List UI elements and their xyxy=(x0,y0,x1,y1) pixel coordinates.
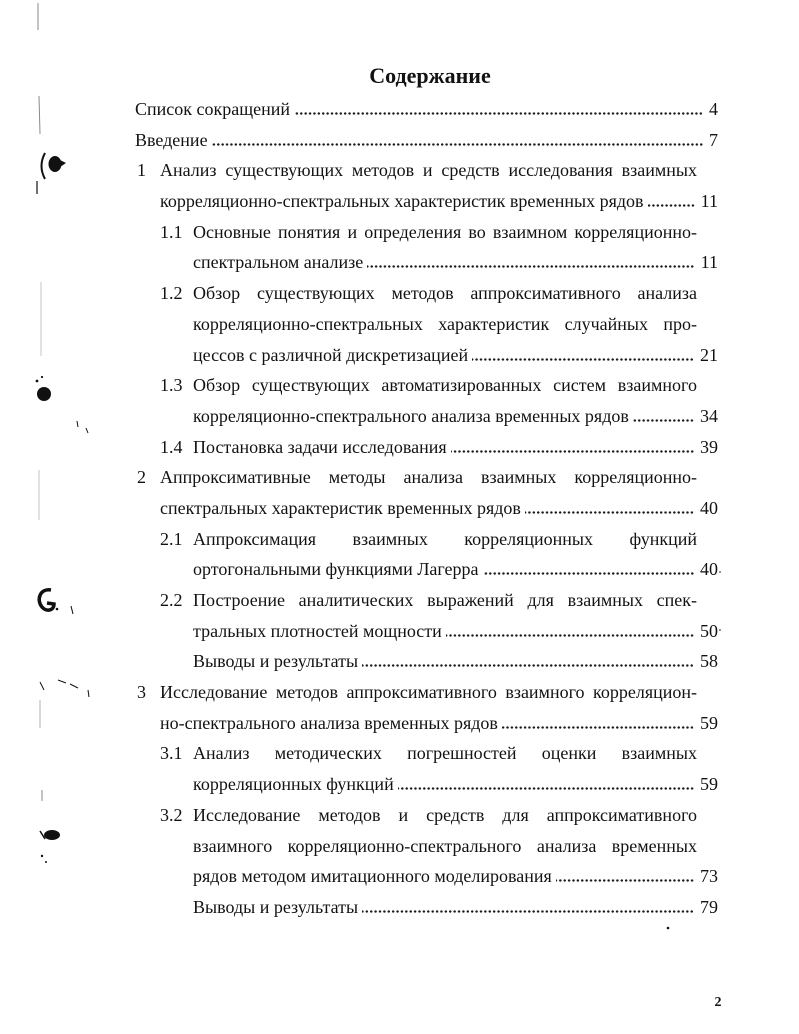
scan-speck xyxy=(37,387,51,401)
toc-entry-number: 1.2 xyxy=(160,283,183,304)
scan-speck xyxy=(88,690,89,697)
toc-page-number: 34 xyxy=(700,405,718,426)
toc-entry-section-3-1 xyxy=(135,738,718,799)
toc-entry-section-1-1 xyxy=(135,217,718,278)
toc-line xyxy=(135,309,718,340)
toc-line xyxy=(135,217,718,248)
toc-entry-chapter-1 xyxy=(135,155,718,216)
toc-line xyxy=(135,585,718,616)
toc-line xyxy=(135,340,718,371)
toc-entry-section-1-2 xyxy=(135,278,718,370)
scan-speck xyxy=(44,830,60,840)
dot-leader xyxy=(362,910,694,913)
toc-line-body xyxy=(193,585,697,616)
toc-page-number: 7 xyxy=(709,129,718,150)
toc-entry-number: 1.4 xyxy=(160,436,183,457)
scan-speck xyxy=(86,428,88,433)
toc-line xyxy=(135,738,718,769)
toc-entry-section-1-4 xyxy=(135,432,718,463)
scan-speck xyxy=(719,629,721,631)
toc-line-body xyxy=(160,677,697,708)
toc-entry-title: Исследование методов аппроксимативного взаимного корреляцион- xyxy=(160,682,697,703)
toc-entry-title-continued: ортогональными функциями Лагерра xyxy=(193,559,479,580)
toc-entry-title: Основные понятия и определения во взаимном корреляционно- xyxy=(193,221,697,242)
dot-leader xyxy=(633,419,694,422)
toc-line xyxy=(135,247,718,278)
toc-line xyxy=(135,861,718,892)
toc-page-number: 11 xyxy=(700,252,718,273)
toc-entry-title: Выводы и результаты xyxy=(193,651,359,672)
toc-page-number: 58 xyxy=(700,651,718,672)
scan-speck xyxy=(70,684,78,688)
scan-speck xyxy=(49,156,62,172)
toc-entry-title-continued: корреляционно-спектрального анализа временных рядов xyxy=(193,405,629,426)
toc-line-body xyxy=(160,155,697,186)
toc-line xyxy=(135,493,718,524)
dot-leader xyxy=(294,112,703,115)
dot-leader xyxy=(472,358,694,361)
toc-line-body xyxy=(193,217,697,248)
table-of-contents xyxy=(135,94,718,923)
toc-line xyxy=(135,769,718,800)
toc-entry-title-continued: спектральных характеристик временных рядов xyxy=(160,497,521,518)
toc-line xyxy=(135,370,718,401)
toc-line-body xyxy=(193,831,697,862)
toc-line xyxy=(135,616,718,647)
toc-entry-number: 1 xyxy=(137,160,146,181)
toc-line xyxy=(135,831,718,862)
toc-entry-title: Обзор существующих автоматизированных систем взаимного xyxy=(193,375,697,396)
toc-page-number: 59 xyxy=(700,712,718,733)
toc-line-body xyxy=(193,370,697,401)
toc-entry-title: Аппроксимация взаимных корреляционных функций xyxy=(193,528,697,549)
scan-speck xyxy=(60,160,66,167)
dot-leader xyxy=(367,265,694,268)
dot-leader xyxy=(446,634,694,637)
toc-entry-title: Список сокращений xyxy=(135,99,290,119)
toc-line xyxy=(135,677,718,708)
toc-line xyxy=(135,125,718,156)
toc-entry-number: 2 xyxy=(137,467,146,488)
toc-line-body xyxy=(160,462,697,493)
toc-line xyxy=(135,554,718,585)
toc-entry-conclusions-2 xyxy=(135,646,718,677)
toc-line xyxy=(135,94,718,125)
toc-line xyxy=(135,278,718,309)
toc-entry-abbreviations xyxy=(135,94,718,125)
toc-entry-number: 3 xyxy=(137,682,146,703)
toc-line-body xyxy=(193,738,697,769)
toc-line-body xyxy=(193,524,697,555)
dot-leader xyxy=(483,572,694,575)
dot-leader xyxy=(556,879,694,882)
scan-speck xyxy=(58,680,66,683)
toc-line xyxy=(135,892,718,923)
toc-entry-number: 3.2 xyxy=(160,804,183,825)
toc-line xyxy=(135,186,718,217)
dot-leader xyxy=(212,143,703,146)
toc-entry-conclusions-3 xyxy=(135,892,718,923)
toc-entry-title-continued: корреляционных функций xyxy=(193,774,394,795)
toc-line-body xyxy=(193,278,697,309)
scan-streak xyxy=(39,96,40,134)
toc-entry-title-continued: но-спектрального анализа временных рядов xyxy=(160,712,498,733)
scan-speck xyxy=(56,608,59,611)
toc-entry-number: 1.3 xyxy=(160,375,183,396)
toc-page-number: 73 xyxy=(700,866,718,887)
toc-entry-introduction xyxy=(135,125,718,156)
scan-speck xyxy=(719,571,721,573)
toc-entry-title: Введение xyxy=(135,129,208,150)
toc-entry-chapter-2 xyxy=(135,462,718,523)
dot-leader xyxy=(398,787,694,790)
toc-page-number: 21 xyxy=(700,344,718,365)
scan-speck xyxy=(39,590,54,610)
toc-line-body xyxy=(193,309,697,340)
scan-speck xyxy=(41,855,43,857)
toc-entry-number: 2.1 xyxy=(160,528,183,549)
toc-page-number: 40 xyxy=(700,559,718,580)
toc-entry-number: 3.1 xyxy=(160,743,183,764)
toc-page-number: 39 xyxy=(700,436,718,457)
toc-entry-title-continued: рядов методом имитационного моделирования xyxy=(193,866,552,887)
toc-line xyxy=(135,432,718,463)
toc-page-number: 79 xyxy=(700,896,718,917)
page-number: 2 xyxy=(714,995,722,1010)
page-title: Содержание xyxy=(369,63,491,88)
toc-line xyxy=(135,155,718,186)
toc-line xyxy=(135,524,718,555)
scan-speck xyxy=(42,153,46,179)
toc-entry-title: Анализ существующих методов и средств исследования взаимных xyxy=(160,160,697,181)
toc-entry-number: 2.2 xyxy=(160,590,183,610)
toc-entry-section-2-1 xyxy=(135,524,718,585)
toc-entry-title-continued: тральных плотностей мощности xyxy=(193,620,442,641)
toc-entry-number: 1.1 xyxy=(160,221,183,242)
toc-entry-title: Анализ методических погрешностей оценки взаимных xyxy=(193,743,697,764)
toc-line xyxy=(135,462,718,493)
toc-page-number: 11 xyxy=(700,191,718,212)
toc-page-number: 4 xyxy=(709,99,718,119)
scan-speck xyxy=(667,927,670,930)
dot-leader xyxy=(502,726,694,729)
dot-leader xyxy=(648,204,695,207)
toc-entry-title-continued: спектральном анализе xyxy=(193,252,364,273)
toc-entry-section-1-3 xyxy=(135,370,718,431)
scan-speck xyxy=(36,380,39,383)
toc-entry-title-continued: корреляционно-спектральных характеристик случайных про- xyxy=(193,313,697,334)
toc-entry-title-continued: взаимного корреляционно-спектрального анализа временных xyxy=(193,835,697,856)
toc-entry-title-continued: цессов с различной дискретизацией xyxy=(193,344,469,365)
toc-page-number: 40 xyxy=(700,497,718,518)
dot-leader xyxy=(451,450,694,453)
dot-leader xyxy=(362,664,694,667)
toc-line xyxy=(135,646,718,677)
toc-entry-title: Исследование методов и средств для аппроксимативного xyxy=(193,804,697,825)
toc-entry-chapter-3 xyxy=(135,677,718,738)
scan-speck xyxy=(77,421,78,427)
toc-entry-title: Обзор существующих методов аппроксимативного анализа xyxy=(193,283,697,304)
toc-entry-section-2-2 xyxy=(135,585,718,646)
toc-entry-title: Аппроксимативные методы анализа взаимных корреляционно- xyxy=(160,467,697,488)
dot-leader xyxy=(525,511,694,514)
toc-page-number: 50 xyxy=(700,620,718,641)
toc-entry-title-continued: корреляционно-спектральных характеристик временных рядов xyxy=(160,191,644,212)
scan-speck xyxy=(41,376,43,378)
toc-entry-title: Постановка задачи исследования xyxy=(193,436,447,457)
toc-line xyxy=(135,708,718,739)
toc-page-number: 59 xyxy=(700,774,718,795)
toc-entry-section-3-2 xyxy=(135,800,718,892)
toc-line xyxy=(135,401,718,432)
toc-line xyxy=(135,800,718,831)
toc-entry-title: Построение аналитических выражений для взаимных спек- xyxy=(193,590,697,610)
toc-entry-title: Выводы и результаты xyxy=(193,896,359,917)
scan-speck xyxy=(45,861,47,863)
toc-line-body xyxy=(193,800,697,831)
scan-speck xyxy=(71,606,73,614)
scan-speck xyxy=(40,682,44,690)
